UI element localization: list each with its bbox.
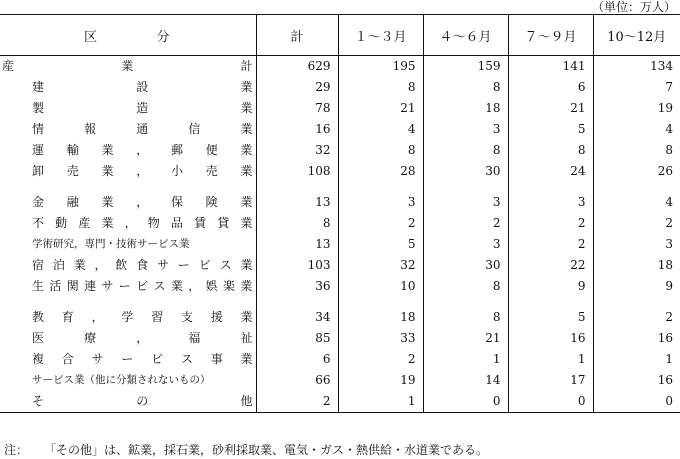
table-row <box>0 56 680 78</box>
row-label-cell <box>0 307 256 328</box>
row-label-char: サ <box>157 258 170 272</box>
row-label-cell <box>0 255 256 276</box>
row-label-char: 学術研究，専門・技術サービス業 <box>32 238 190 250</box>
row-label <box>32 77 253 98</box>
table-row <box>0 349 680 370</box>
row-label-char: ， <box>136 195 149 209</box>
row-label-cell <box>0 56 256 78</box>
header-total: 計 <box>256 15 338 56</box>
row-label <box>32 349 253 370</box>
row-label-char: 報 <box>84 122 97 136</box>
cell-q2: 3 <box>423 192 508 213</box>
header-q4: 10～12月 <box>593 15 680 56</box>
row-label-char: の <box>136 394 149 408</box>
row-label-char: ， <box>136 331 149 345</box>
row-label-cell <box>0 98 256 119</box>
row-label <box>32 161 253 182</box>
row-label-char: 業 <box>240 143 253 157</box>
row-label-cell <box>0 328 256 349</box>
row-label-char: 品 <box>170 216 183 230</box>
cell-q2: 18 <box>423 98 508 119</box>
cell-total: 36 <box>256 276 338 297</box>
row-label-char: ス <box>180 352 193 366</box>
cell-q4: 8 <box>593 140 680 161</box>
table-row <box>0 119 680 140</box>
row-label-cell <box>0 77 256 98</box>
row-label-cell <box>0 213 256 234</box>
cell-q4: 4 <box>593 192 680 213</box>
cell-q3: 16 <box>508 328 593 349</box>
cell-q1: 28 <box>338 161 423 182</box>
row-label-char: 泊 <box>52 258 65 272</box>
row-label-cell <box>0 349 256 370</box>
row-label-char: ， <box>91 310 104 324</box>
row-label-cell <box>0 234 256 255</box>
row-label-char: 業 <box>240 80 253 94</box>
table-row <box>0 328 680 349</box>
table-row <box>0 255 680 276</box>
row-label <box>32 391 253 412</box>
row-label-char: ， <box>136 164 149 178</box>
cell-q3: 8 <box>508 140 593 161</box>
cell-q2: 1 <box>423 349 508 370</box>
header-category-char: 分 <box>156 29 170 45</box>
header-q1: １～３月 <box>338 15 423 56</box>
row-label-char: 融 <box>66 195 79 209</box>
row-label-char: 業 <box>101 195 114 209</box>
cell-q2: 3 <box>423 234 508 255</box>
cell-q3: 21 <box>508 98 593 119</box>
stats-table <box>0 14 680 413</box>
row-label-char: 不 <box>32 216 45 230</box>
footnote-tag: 注： <box>4 443 29 457</box>
row-label <box>0 56 256 77</box>
row-label-char: 業 <box>101 143 114 157</box>
table-row <box>0 77 680 98</box>
cell-q4: 18 <box>593 255 680 276</box>
row-label-char: 便 <box>205 143 218 157</box>
cell-q3: 6 <box>508 77 593 98</box>
row-label-char: ビ <box>151 352 164 366</box>
row-label-char: ， <box>188 279 201 293</box>
table-row <box>0 307 680 328</box>
spacer-cell <box>0 182 256 192</box>
row-spacer <box>0 182 680 192</box>
row-label-char: 宿 <box>32 258 45 272</box>
spacer-cell <box>256 182 338 192</box>
row-label-char: サ <box>91 352 104 366</box>
row-label-char: 物 <box>147 216 160 230</box>
row-label-char: 合 <box>61 352 74 366</box>
cell-total: 66 <box>256 370 338 391</box>
row-label <box>32 119 253 140</box>
row-label <box>32 234 253 255</box>
table-row <box>0 98 680 119</box>
cell-q3: 3 <box>508 192 593 213</box>
row-label-cell <box>0 370 256 391</box>
row-label-char: 卸 <box>32 164 45 178</box>
cell-total: 32 <box>256 140 338 161</box>
cell-q2: 0 <box>423 391 508 413</box>
row-label-char: 業 <box>240 101 253 115</box>
cell-q1: 2 <box>338 213 423 234</box>
table-body <box>0 56 680 413</box>
cell-q4: 0 <box>593 391 680 413</box>
cell-q1: 33 <box>338 328 423 349</box>
row-label <box>32 370 253 391</box>
row-label-char: 娯 <box>205 279 218 293</box>
row-label-char: 関 <box>66 279 79 293</box>
row-label-char: 小 <box>170 164 183 178</box>
cell-total: 108 <box>256 161 338 182</box>
cell-q4: 1 <box>593 349 680 370</box>
row-label-char: 業 <box>240 310 253 324</box>
cell-q2: 14 <box>423 370 508 391</box>
cell-q3: 2 <box>508 213 593 234</box>
row-spacer <box>0 297 680 307</box>
row-label-char: サービス業（他に分類されないもの） <box>32 374 211 386</box>
spacer-cell <box>508 297 593 307</box>
cell-q1: 19 <box>338 370 423 391</box>
unit-note: （単位：万人） <box>591 0 676 14</box>
cell-q4: 16 <box>593 328 680 349</box>
cell-q3: 9 <box>508 276 593 297</box>
row-label-char: 飲 <box>115 258 128 272</box>
row-label <box>32 213 253 234</box>
cell-q3: 0 <box>508 391 593 413</box>
row-label-char: 複 <box>32 352 45 366</box>
cell-q3: 141 <box>508 56 593 78</box>
spacer-cell <box>423 182 508 192</box>
table-row <box>0 391 680 413</box>
row-label <box>32 98 253 119</box>
row-label-char: ス <box>219 258 232 272</box>
cell-total: 103 <box>256 255 338 276</box>
header-q2: ４～６月 <box>423 15 508 56</box>
cell-q1: 1 <box>338 391 423 413</box>
row-label-char: ー <box>121 352 134 366</box>
cell-q1: 3 <box>338 192 423 213</box>
row-label-char: 産 <box>78 216 91 230</box>
row-label-char: 食 <box>136 258 149 272</box>
row-label-char: 業 <box>240 164 253 178</box>
row-label-char: 業 <box>101 216 114 230</box>
row-label-char: 業 <box>240 352 253 366</box>
header-row <box>0 15 680 56</box>
table-row <box>0 276 680 297</box>
row-label-char: 福 <box>188 331 201 345</box>
table-row <box>0 161 680 182</box>
cell-q2: 30 <box>423 161 508 182</box>
cell-q2: 8 <box>423 276 508 297</box>
cell-q4: 2 <box>593 307 680 328</box>
cell-q2: 3 <box>423 119 508 140</box>
row-label-char: 険 <box>205 195 218 209</box>
cell-q2: 30 <box>423 255 508 276</box>
row-label-char: 運 <box>32 143 45 157</box>
cell-q3: 24 <box>508 161 593 182</box>
row-label-char: 他 <box>240 394 253 408</box>
spacer-cell <box>338 182 423 192</box>
spacer-cell <box>256 297 338 307</box>
cell-q4: 3 <box>593 234 680 255</box>
footnote-text: 「その他」は、鉱業，採石業，砂利採取業、電気・ガス・熱供給・水道業である。 <box>50 443 489 457</box>
cell-total: 2 <box>256 391 338 413</box>
row-label-char: 売 <box>205 164 218 178</box>
row-label-char: ， <box>124 216 137 230</box>
row-label-char: 業 <box>101 164 114 178</box>
row-label <box>32 307 253 328</box>
cell-q3: 22 <box>508 255 593 276</box>
cell-q2: 8 <box>423 140 508 161</box>
row-label-char: ビ <box>198 258 211 272</box>
cell-total: 13 <box>256 192 338 213</box>
row-label-char: 産 <box>2 59 15 73</box>
cell-q2: 8 <box>423 77 508 98</box>
row-label-char: 業 <box>240 279 253 293</box>
row-label-char: 祉 <box>240 331 253 345</box>
row-label-char: 輸 <box>66 143 79 157</box>
header-category <box>0 15 256 56</box>
cell-q4: 7 <box>593 77 680 98</box>
cell-q4: 134 <box>593 56 680 78</box>
row-label-char: 楽 <box>222 279 235 293</box>
table-row <box>0 213 680 234</box>
row-label-char: そ <box>32 394 45 408</box>
row-label-char: 業 <box>240 195 253 209</box>
cell-total: 8 <box>256 213 338 234</box>
row-label <box>32 255 253 276</box>
cell-total: 16 <box>256 119 338 140</box>
cell-q4: 16 <box>593 370 680 391</box>
row-label-cell <box>0 161 256 182</box>
row-label-char: 計 <box>240 59 253 73</box>
row-label-cell <box>0 119 256 140</box>
row-label-char: ， <box>94 258 107 272</box>
row-label-char: 業 <box>170 279 183 293</box>
row-label-char: 業 <box>240 216 253 230</box>
spacer-cell <box>0 297 256 307</box>
cell-total: 34 <box>256 307 338 328</box>
row-label-char: 学 <box>121 310 134 324</box>
row-label-cell <box>0 192 256 213</box>
cell-q1: 32 <box>338 255 423 276</box>
spacer-cell <box>423 297 508 307</box>
row-label-char: 習 <box>151 310 164 324</box>
row-label-char: ー <box>177 258 190 272</box>
cell-q1: 2 <box>338 349 423 370</box>
row-label-char: 業 <box>121 59 134 73</box>
cell-q3: 1 <box>508 349 593 370</box>
row-label-char: 教 <box>32 310 45 324</box>
cell-q3: 5 <box>508 307 593 328</box>
cell-q1: 10 <box>338 276 423 297</box>
row-label-char: 事 <box>210 352 223 366</box>
cell-q4: 26 <box>593 161 680 182</box>
cell-q2: 159 <box>423 56 508 78</box>
row-label-char: 支 <box>180 310 193 324</box>
row-label-char: ビ <box>136 279 149 293</box>
row-label-cell <box>0 276 256 297</box>
row-label-char: 業 <box>73 258 86 272</box>
cell-q2: 2 <box>423 213 508 234</box>
row-label-char: 通 <box>136 122 149 136</box>
row-label-char: 援 <box>210 310 223 324</box>
cell-q3: 17 <box>508 370 593 391</box>
spacer-cell <box>508 182 593 192</box>
row-label-char: 金 <box>32 195 45 209</box>
cell-q1: 8 <box>338 77 423 98</box>
row-label-char: 療 <box>84 331 97 345</box>
cell-q4: 4 <box>593 119 680 140</box>
row-label-char: 売 <box>66 164 79 178</box>
cell-q1: 21 <box>338 98 423 119</box>
row-label-char: 製 <box>32 101 45 115</box>
row-label-char: 造 <box>136 101 149 115</box>
cell-total: 85 <box>256 328 338 349</box>
cell-q2: 21 <box>423 328 508 349</box>
row-label-char: 動 <box>55 216 68 230</box>
row-label <box>32 276 253 297</box>
row-label-char: 医 <box>32 331 45 345</box>
cell-q1: 8 <box>338 140 423 161</box>
cell-total: 78 <box>256 98 338 119</box>
header-q3: ７～９月 <box>508 15 593 56</box>
row-label-char: サ <box>101 279 114 293</box>
row-label-char: 活 <box>49 279 62 293</box>
footnote <box>4 443 488 458</box>
row-label <box>32 328 253 349</box>
row-label-char: ー <box>118 279 131 293</box>
cell-total: 13 <box>256 234 338 255</box>
row-label-char: 育 <box>61 310 74 324</box>
row-label-cell <box>0 140 256 161</box>
header-category-label <box>0 26 256 45</box>
row-label-char: 信 <box>188 122 201 136</box>
table-row <box>0 370 680 391</box>
cell-q4: 19 <box>593 98 680 119</box>
cell-q1: 195 <box>338 56 423 78</box>
cell-q3: 2 <box>508 234 593 255</box>
row-label-char: 生 <box>32 279 45 293</box>
row-label-char: ， <box>136 143 149 157</box>
cell-q4: 9 <box>593 276 680 297</box>
row-label <box>32 140 253 161</box>
row-label-char: 設 <box>136 80 149 94</box>
cell-q3: 5 <box>508 119 593 140</box>
row-label-cell <box>0 391 256 413</box>
cell-total: 29 <box>256 77 338 98</box>
row-label-char: 業 <box>240 122 253 136</box>
table-row <box>0 140 680 161</box>
row-label <box>32 192 253 213</box>
row-label-char: 業 <box>240 258 253 272</box>
row-label-char: 貸 <box>217 216 230 230</box>
row-label-char: ス <box>153 279 166 293</box>
cell-q4: 2 <box>593 213 680 234</box>
cell-total: 629 <box>256 56 338 78</box>
row-label-char: 賃 <box>194 216 207 230</box>
spacer-cell <box>338 297 423 307</box>
table-row <box>0 234 680 255</box>
cell-q2: 8 <box>423 307 508 328</box>
spacer-cell <box>593 297 680 307</box>
row-label-char: 保 <box>170 195 183 209</box>
cell-total: 6 <box>256 349 338 370</box>
cell-q1: 4 <box>338 119 423 140</box>
row-label-char: 建 <box>32 80 45 94</box>
row-label-char: 郵 <box>170 143 183 157</box>
table-row <box>0 192 680 213</box>
header-category-char: 区 <box>84 29 98 45</box>
cell-q1: 18 <box>338 307 423 328</box>
cell-q1: 5 <box>338 234 423 255</box>
spacer-cell <box>593 182 680 192</box>
row-label-char: 情 <box>32 122 45 136</box>
row-label-char: 連 <box>84 279 97 293</box>
